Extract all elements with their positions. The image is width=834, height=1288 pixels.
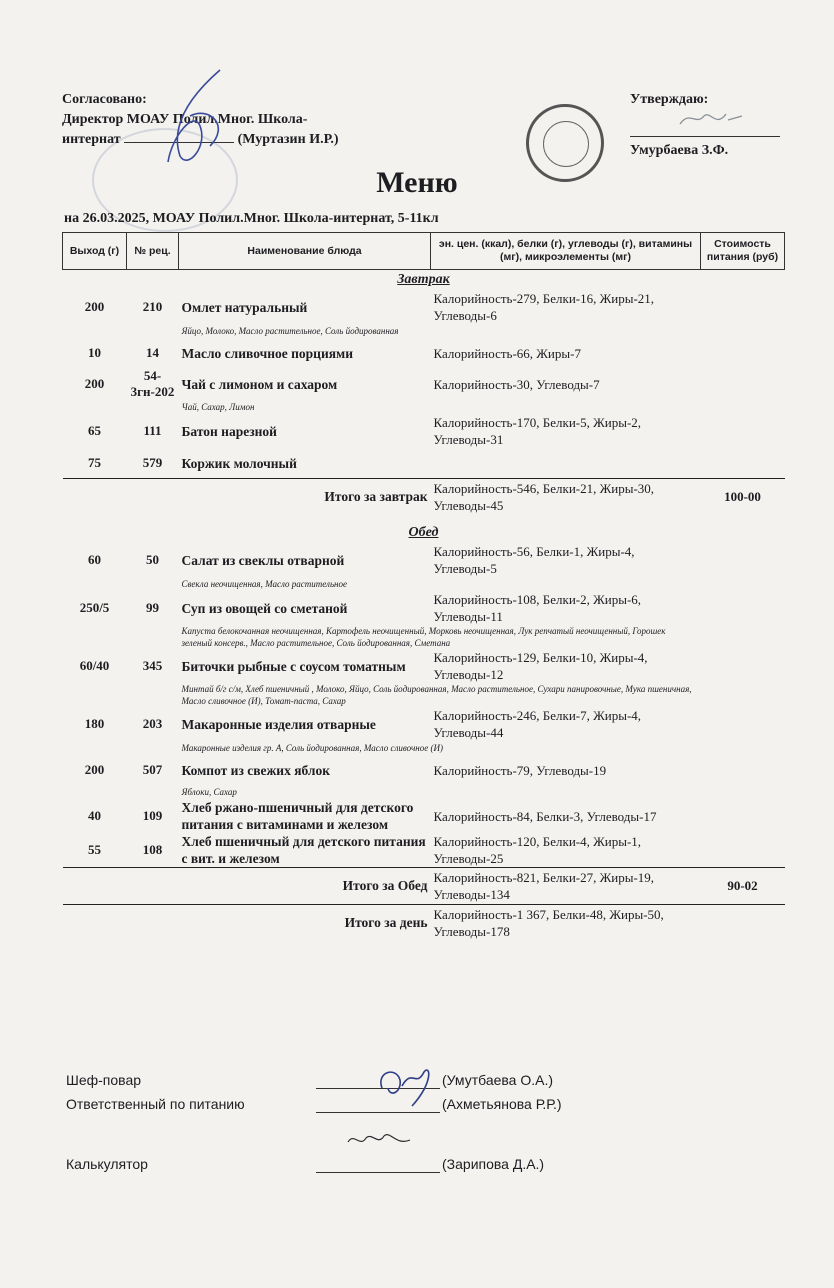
page-subtitle: на 26.03.2025, МОАУ Полил.Мног. Школа-интернат, 5-11кл bbox=[64, 211, 439, 226]
dish-name: Омлет натуральный bbox=[181, 299, 308, 315]
table-header-row bbox=[63, 233, 785, 270]
lunch-total-label: Итого за Обед bbox=[63, 868, 431, 905]
breakfast-total-row bbox=[63, 479, 785, 516]
dish-name: Коржик молочный bbox=[181, 455, 297, 471]
lunch-total-cost: 90-02 bbox=[701, 868, 785, 905]
dish-ingredients: Капуста белокочанная неочищенная, Картофель неочищенный, Морковь неочищенная, Лук репчатый неочищенный, Горошек зеленый консерв., Масло растительное, Соль йодированная, Сметана bbox=[181, 626, 666, 648]
dish-output: 250/5 bbox=[79, 600, 110, 615]
breakfast-total-cost: 100-00 bbox=[701, 479, 785, 516]
dish-cost bbox=[701, 799, 785, 833]
table-row bbox=[63, 649, 785, 683]
dish-ingredients: Минтай б/г с/м, Хлеб пшеничный , Молоко, Яйцо, Соль йодированная, Масло растительное, Сухари панировочные, Мука пшеничная, Масло сливочное (И), Томат-паста, Сахар bbox=[181, 684, 692, 706]
director-signature-icon bbox=[150, 66, 240, 176]
table-row bbox=[63, 591, 785, 625]
dish-output: 10 bbox=[88, 345, 101, 360]
dish-output: 60 bbox=[88, 552, 101, 567]
dish-cost bbox=[701, 833, 785, 868]
dish-output: 60/40 bbox=[79, 658, 110, 673]
dish-name: Хлеб ржано-пшеничный для детского питания с витаминами и железом bbox=[181, 800, 414, 832]
dish-recipe: 99 bbox=[146, 600, 159, 615]
table-row bbox=[63, 833, 785, 868]
dish-name: Батон нарезной bbox=[181, 423, 277, 439]
dish-cost bbox=[701, 591, 785, 625]
calculator-label: Калькулятор bbox=[66, 1156, 148, 1172]
responsible-name: (Ахметьянова Р.Р.) bbox=[442, 1096, 562, 1112]
ingredients-spacer bbox=[127, 324, 179, 338]
ingredients-spacer bbox=[127, 683, 179, 707]
ingredients-spacer bbox=[701, 577, 785, 591]
day-total-cost bbox=[701, 905, 785, 942]
dish-output: 200 bbox=[84, 376, 105, 391]
ingredients-row bbox=[63, 577, 785, 591]
ingredients-spacer bbox=[63, 625, 127, 649]
lunch-title: Обед bbox=[408, 525, 439, 540]
ingredients-spacer bbox=[63, 741, 127, 755]
calculator-signature-line bbox=[316, 1156, 440, 1173]
dish-output: 75 bbox=[88, 455, 101, 470]
ingredients-spacer bbox=[701, 785, 785, 799]
dish-cost bbox=[701, 290, 785, 324]
dish-name: Масло сливочное порциями bbox=[181, 345, 354, 361]
ingredients-spacer bbox=[63, 400, 127, 414]
breakfast-total-label: Итого за завтрак bbox=[63, 479, 431, 516]
table-row bbox=[63, 338, 785, 368]
dish-name: Суп из овощей со сметаной bbox=[181, 600, 348, 616]
ingredients-row bbox=[63, 741, 785, 755]
dish-name: Компот из свежих яблок bbox=[181, 762, 331, 778]
agreed-label: Согласовано: bbox=[62, 92, 147, 107]
lunch-total-row bbox=[63, 868, 785, 905]
header-output: Выход (г) bbox=[63, 233, 127, 270]
breakfast-total-nutrition: Калорийность-546, Белки-21, Жиры-30, Углеводы-45 bbox=[431, 479, 701, 516]
dish-cost bbox=[701, 543, 785, 577]
dish-recipe: 109 bbox=[142, 808, 163, 823]
ingredients-row bbox=[63, 324, 785, 338]
dish-ingredients: Чай, Сахар, Лимон bbox=[181, 402, 255, 412]
dish-ingredients: Макаронные изделия гр. А, Соль йодированная, Масло сливочное (И) bbox=[181, 743, 443, 753]
ingredients-spacer bbox=[127, 785, 179, 799]
header-nutrition: эн. цен. (ккал), белки (г), углеводы (г), витамины (мг), микроэлементы (мг) bbox=[431, 233, 701, 270]
table-row bbox=[63, 707, 785, 741]
dish-output: 55 bbox=[88, 842, 101, 857]
dish-recipe: 14 bbox=[146, 345, 159, 360]
dish-nutrition: Калорийность-66, Жиры-7 bbox=[433, 345, 581, 361]
dish-cost bbox=[701, 649, 785, 683]
dish-nutrition: Калорийность-170, Белки-5, Жиры-2, Углеводы-31 bbox=[433, 415, 642, 447]
page-title: Меню bbox=[376, 166, 458, 199]
dish-recipe: 203 bbox=[142, 716, 163, 731]
ingredients-spacer bbox=[127, 400, 179, 414]
ingredients-spacer bbox=[701, 324, 785, 338]
table-row bbox=[63, 799, 785, 833]
dish-nutrition bbox=[431, 448, 701, 479]
dish-nutrition: Калорийность-129, Белки-10, Жиры-4, Углеводы-12 bbox=[433, 650, 648, 682]
ingredients-spacer bbox=[701, 741, 785, 755]
dish-ingredients: Яйцо, Молоко, Масло растительное, Соль йодированная bbox=[181, 326, 399, 336]
dish-recipe: 108 bbox=[142, 842, 163, 857]
approve-label: Утверждаю: bbox=[630, 92, 709, 107]
dish-output: 65 bbox=[88, 423, 101, 438]
dish-name: Хлеб пшеничный для детского питания с вит. и железом bbox=[181, 834, 426, 866]
ingredients-spacer bbox=[701, 400, 785, 414]
table-row bbox=[63, 290, 785, 324]
table-row bbox=[63, 755, 785, 785]
ingredients-spacer bbox=[63, 324, 127, 338]
dish-ingredients: Свекла неочищенная, Масло растительное bbox=[181, 579, 347, 589]
dish-output: 180 bbox=[84, 716, 105, 731]
table-row bbox=[63, 414, 785, 448]
chef-label: Шеф-повар bbox=[66, 1072, 142, 1088]
header-name: Наименование блюда bbox=[179, 233, 431, 270]
dish-cost bbox=[701, 368, 785, 400]
dish-output: 40 bbox=[88, 808, 101, 823]
dish-ingredients: Яблоки, Сахар bbox=[181, 787, 237, 797]
dish-output: 200 bbox=[84, 762, 105, 777]
ingredients-spacer bbox=[63, 785, 127, 799]
header-cost: Стоимость питания (руб) bbox=[701, 233, 785, 270]
lunch-total-nutrition: Калорийность-821, Белки-27, Жиры-19, Углеводы-134 bbox=[431, 868, 701, 905]
header-recipe: № рец. bbox=[127, 233, 179, 270]
day-total-label: Итого за день bbox=[63, 905, 431, 942]
menu-table-body bbox=[63, 270, 785, 942]
section-spacer bbox=[63, 515, 785, 523]
dish-cost bbox=[701, 755, 785, 785]
table-row bbox=[63, 368, 785, 400]
dish-cost bbox=[701, 338, 785, 368]
ingredients-row bbox=[63, 683, 785, 707]
dish-recipe: 50 bbox=[146, 552, 159, 567]
dish-cost bbox=[701, 707, 785, 741]
menu-table bbox=[62, 232, 785, 941]
dish-nutrition: Калорийность-30, Углеводы-7 bbox=[433, 376, 600, 392]
ingredients-row bbox=[63, 625, 785, 649]
dish-name: Чай с лимоном и сахаром bbox=[181, 376, 338, 392]
ingredients-spacer bbox=[701, 683, 785, 707]
calculator-signature-icon bbox=[344, 1128, 414, 1154]
approver-signature-icon bbox=[676, 106, 746, 132]
dish-name: Салат из свеклы отварной bbox=[181, 552, 345, 568]
table-row bbox=[63, 448, 785, 479]
dish-nutrition: Калорийность-279, Белки-16, Жиры-21, Углеводы-6 bbox=[433, 291, 655, 323]
dish-cost bbox=[701, 448, 785, 479]
dish-output: 200 bbox=[84, 299, 105, 314]
director-title: Директор МОАУ Полил.Мног. Школа- bbox=[62, 112, 308, 127]
dish-recipe: 111 bbox=[143, 423, 162, 438]
day-total-nutrition: Калорийность-1 367, Белки-48, Жиры-50, Углеводы-178 bbox=[431, 905, 701, 942]
dish-recipe: 54-3гн-202 bbox=[130, 368, 175, 399]
dish-cost bbox=[701, 414, 785, 448]
dish-name: Биточки рыбные с соусом томатным bbox=[181, 658, 406, 674]
table-row bbox=[63, 543, 785, 577]
day-total-row bbox=[63, 905, 785, 942]
dish-nutrition: Калорийность-84, Белки-3, Углеводы-17 bbox=[433, 808, 657, 824]
ingredients-row bbox=[63, 400, 785, 414]
director-name: (Муртазин И.Р.) bbox=[237, 132, 339, 147]
breakfast-section-title bbox=[63, 270, 785, 291]
lunch-section-title bbox=[63, 523, 785, 543]
breakfast-title: Завтрак bbox=[397, 272, 450, 287]
director-org-label: интернат bbox=[62, 132, 121, 147]
responsible-label: Ответственный по питанию bbox=[66, 1096, 245, 1112]
chef-name: (Умутбаева О.А.) bbox=[442, 1072, 554, 1088]
dish-name: Макаронные изделия отварные bbox=[181, 716, 376, 732]
dish-recipe: 579 bbox=[142, 455, 163, 470]
ingredients-spacer bbox=[63, 683, 127, 707]
ingredients-spacer bbox=[63, 577, 127, 591]
approver-name: Умурбаева З.Ф. bbox=[630, 143, 729, 158]
chef-signature-icon bbox=[372, 1058, 442, 1114]
ingredients-spacer bbox=[127, 625, 179, 649]
dish-recipe: 507 bbox=[142, 762, 163, 777]
calculator-name: (Зарипова Д.А.) bbox=[442, 1156, 545, 1172]
ingredients-row bbox=[63, 785, 785, 799]
ingredients-spacer bbox=[127, 577, 179, 591]
dish-nutrition: Калорийность-246, Белки-7, Жиры-4, Углеводы-44 bbox=[433, 708, 642, 740]
ingredients-spacer bbox=[701, 625, 785, 649]
dish-nutrition: Калорийность-79, Углеводы-19 bbox=[433, 762, 607, 778]
dish-nutrition: Калорийность-120, Белки-4, Жиры-1, Углеводы-25 bbox=[433, 834, 642, 866]
spacer-cell bbox=[63, 515, 785, 523]
ingredients-spacer bbox=[127, 741, 179, 755]
dish-nutrition: Калорийность-108, Белки-2, Жиры-6, Углеводы-11 bbox=[433, 592, 642, 624]
dish-recipe: 345 bbox=[142, 658, 163, 673]
dish-nutrition: Калорийность-56, Белки-1, Жиры-4, Углеводы-5 bbox=[433, 544, 635, 576]
dish-recipe: 210 bbox=[142, 299, 163, 314]
